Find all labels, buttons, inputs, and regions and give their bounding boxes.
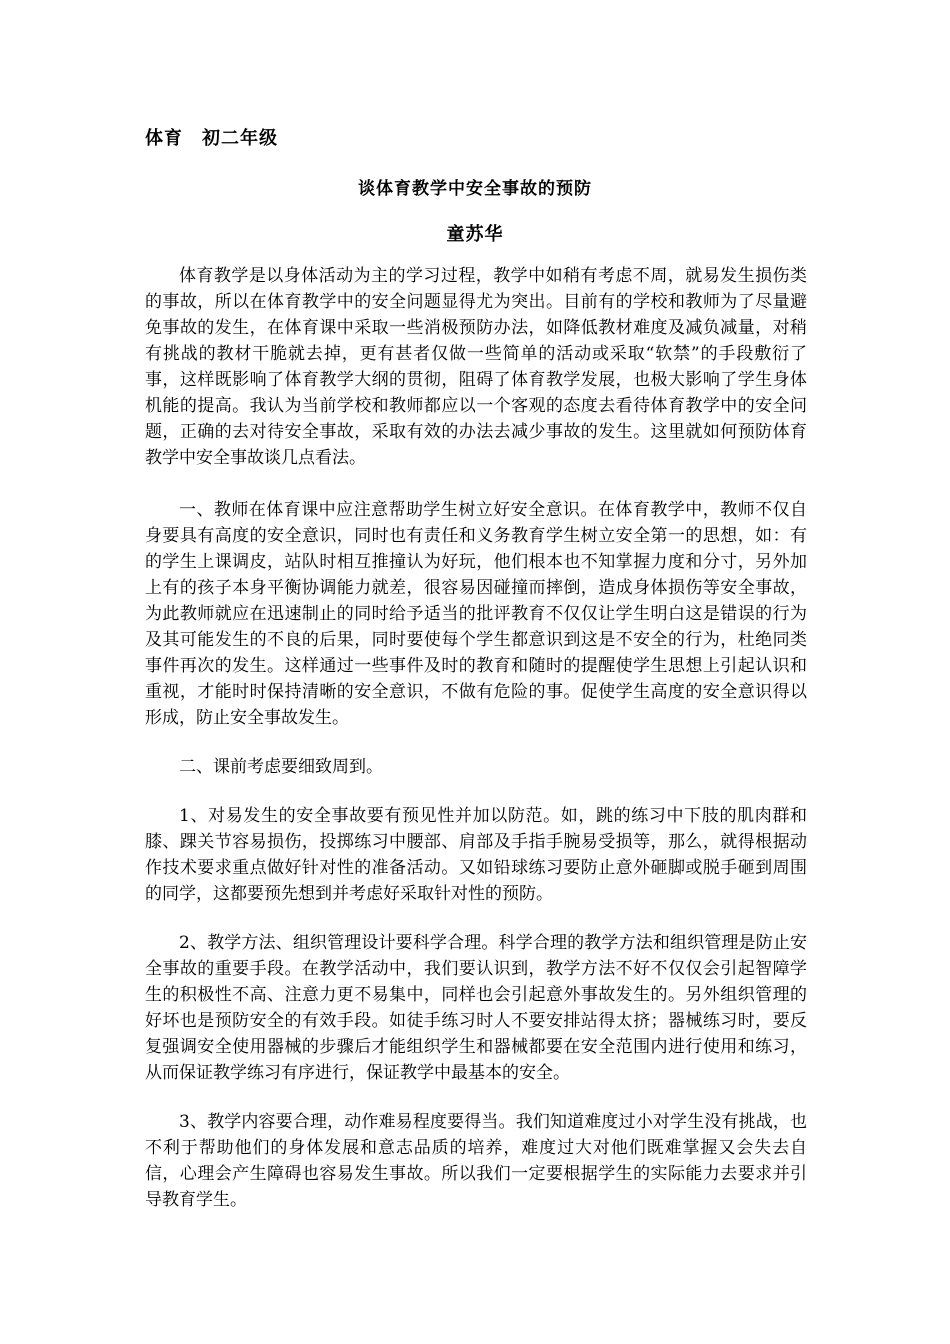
- paragraph-point-3: 3、教学内容要合理，动作难易程度要得当。我们知道难度过小对学生没有挑战，也不利于帮助他们的身体发展和意志品质的培养，难度过大对他们既难掌握又会失去自信，心理会产生障碍也容易发生事故。所以我们一定要根据学生的实际能力去要求并引导教育学生。: [145, 1112, 807, 1210]
- paragraph-point-1: 1、对易发生的安全事故要有预见性并加以防范。如，跳的练习中下肢的肌肉群和膝、踝关节容易损伤，投掷练习中腰部、肩部及手指手腕易受损等，那么，就得根据动作技术要求重点做好针对性的准备活动。又如铅球练习要防止意外砸脚或脱手砸到周围的同学，这都要预先想到并考虑好采取针对性的预防。: [145, 806, 807, 904]
- article-author: 童苏华: [446, 224, 504, 245]
- paragraph-preparation-heading: 二、课前考虑要细致周到。: [179, 757, 383, 777]
- paragraph-intro: 体育教学是以身体活动为主的学习过程，教学中如稍有考虑不周，就易发生损伤类的事故，所以在体育教学中的安全问题显得尤为突出。目前有的学校和教师为了尽量避免事故的发生，在体育课中采取一些消极预防办法，如降低教材难度及减负减量，对稍有挑战的教材干脆就去掉，更有甚者仅做一些简单的活动或采取“软禁”的手段敷衍了事，这样既影响了体育教学大纲的贯彻，阻碍了体育教学发展，也极大影响了学生身体机能的提高。我认为当前学校和教师都应以一个客观的态度去看待体育教学中的安全问题，正确的去对待安全事故，采取有效的办法去减少事故的发生。这里就如何预防体育教学中安全事故谈几点看法。: [145, 266, 807, 468]
- subject-grade-heading: 体育 初二年级: [145, 128, 278, 149]
- paragraph-safety-awareness: 一、教师在体育课中应注意帮助学生树立好安全意识。在体育教学中，教师不仅自身要具有高度的安全意识，同时也有责任和义务教育学生树立安全第一的思想，如：有的学生上课调皮，站队时相互推撞认为好玩，他们根本也不知掌握力度和分寸，另外加上有的孩子本身平衡协调能力就差，很容易因碰撞而摔倒，造成身体损伤等安全事故，为此教师就应在迅速制止的同时给予适当的批评教育不仅仅让学生明白这是错误的行为及其可能发生的不良的后果，同时要使每个学生都意识到这是不安全的行为，杜绝同类事件再次的发生。这样通过一些事件及时的教育和随时的提醒使学生思想上引起认识和重视，才能时时保持清晰的安全意识，不做有危险的事。促使学生高度的安全意识得以形成，防止安全事故发生。: [145, 500, 807, 728]
- article-body: [145, 263, 807, 1236]
- paragraph-point-2: 2、教学方法、组织管理设计要科学合理。科学合理的教学方法和组织管理是防止安全事故的重要手段。在教学活动中，我们要认识到，教学方法不好不仅仅会引起智障学生的积极性不高、注意力更不易集中，同样也会引起意外事故发生的。另外组织管理的好坏也是预防安全的有效手段。如徒手练习时人不要安排站得太挤；器械练习时，要反复强调安全使用器械的步骤后才能组织学生和器械都要在安全范围内进行使用和练习，从而保证教学练习有序进行，保证教学中最基本的安全。: [145, 933, 807, 1083]
- article-title: 谈体育教学中安全事故的预防: [358, 179, 592, 199]
